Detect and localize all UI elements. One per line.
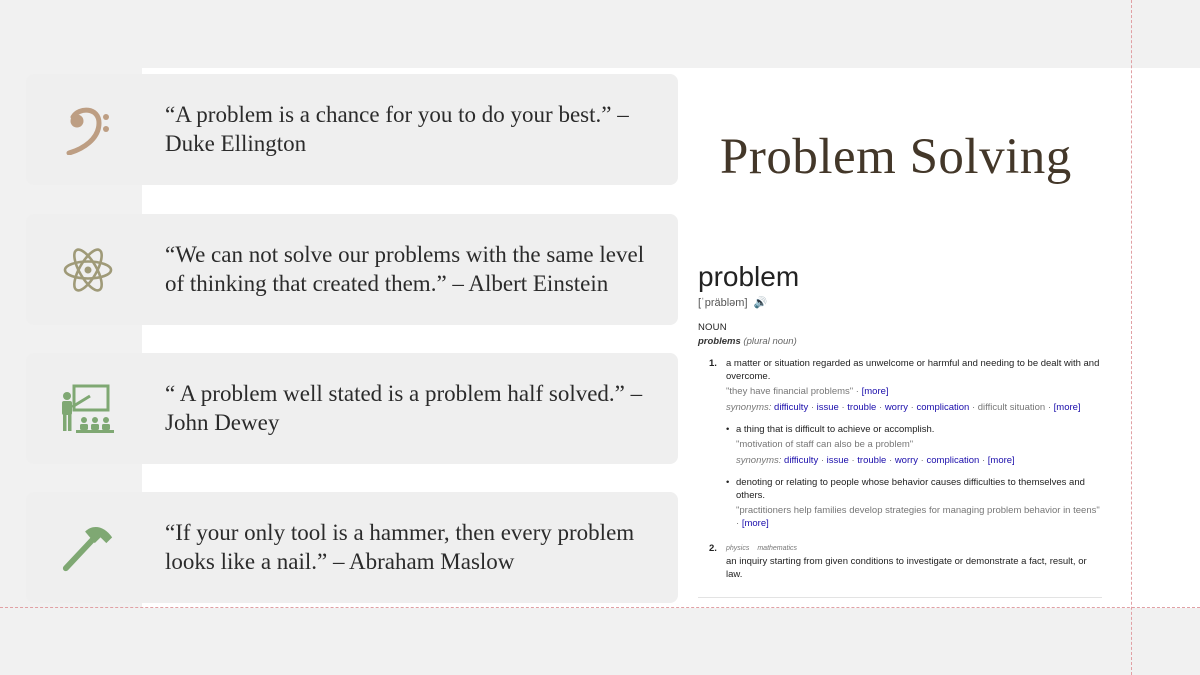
quote-card[interactable] — [26, 353, 678, 464]
synonym-link[interactable]: issue — [816, 402, 839, 413]
synonym-link[interactable]: difficulty — [784, 455, 819, 466]
pronunciation-row — [698, 296, 1102, 309]
synonym-link[interactable]: complication — [916, 402, 970, 413]
quote-text: “ A problem well stated is a problem half solved.” – John Dewey — [165, 381, 643, 435]
sense-domains — [726, 542, 1102, 555]
synonym-link[interactable]: issue — [826, 455, 849, 466]
quote-card[interactable] — [26, 492, 678, 603]
sense-number: 1. — [709, 358, 717, 369]
subsense-definition: a thing that is difficult to achieve or accomplish. — [736, 424, 935, 435]
more-link[interactable]: [more] — [741, 518, 769, 529]
part-of-speech: NOUN — [698, 322, 727, 333]
slide-title: Problem Solving — [720, 129, 1072, 185]
subsense-example: "practitioners help families develop strategies for managing problem behavior in teens" · [more] — [736, 505, 1100, 529]
vertical-guide-line — [1131, 0, 1132, 675]
bullet: • — [726, 424, 730, 435]
divider — [698, 597, 1102, 598]
pronunciation-text: [ˈpräbləm] — [698, 296, 748, 309]
dictionary-word: problem — [698, 261, 800, 292]
synonym-link[interactable]: complication — [926, 455, 980, 466]
synonyms-label: synonyms: — [726, 402, 772, 413]
quote-card[interactable] — [26, 214, 678, 325]
synonym-link[interactable]: difficulty — [774, 402, 809, 413]
plural-word: problems — [698, 336, 741, 347]
subsense — [726, 476, 1102, 530]
sense-definition: an inquiry starting from given conditions to investigate or demonstrate a fact, result, or law. — [726, 556, 1087, 580]
domain-label: physics — [726, 545, 750, 552]
synonym-link[interactable]: trouble — [847, 402, 877, 413]
hammer-icon — [60, 520, 116, 576]
plural-label: (plural noun) — [743, 336, 797, 347]
subsense — [726, 423, 1102, 467]
subsense-example: "motivation of staff can also be a problem" — [736, 439, 914, 450]
synonym-link[interactable]: trouble — [857, 455, 887, 466]
definition-sense — [698, 357, 1102, 530]
speaker-icon[interactable]: 🔊 — [753, 297, 768, 309]
sense-definition: a matter or situation regarded as unwelcome or harmful and needing to be dealt with and overcome. — [726, 358, 1100, 382]
quote-card[interactable] — [26, 74, 678, 185]
synonyms-row: synonyms: difficulty · issue · trouble · worry · complication · difficult situation · [more] — [726, 402, 1081, 413]
bass-clef-icon — [60, 102, 116, 158]
more-link[interactable]: [more] — [861, 386, 889, 397]
more-link[interactable]: [more] — [987, 455, 1015, 466]
definition-sense — [698, 542, 1102, 581]
quote-text: “If your only tool is a hammer, then every problem looks like a nail.” – Abraham Maslow — [165, 520, 635, 574]
subsense-definition: denoting or relating to people whose behavior causes difficulties to themselves and others. — [736, 477, 1085, 501]
plural-form — [698, 336, 1102, 347]
synonyms-row: synonyms: difficulty · issue · trouble · worry · complication · [more] — [736, 455, 1015, 466]
quote-text: “We can not solve our problems with the same level of thinking that created them.” – Albert Einstein — [165, 242, 645, 296]
domain-label: mathematics — [757, 545, 798, 552]
teacher-presentation-icon — [60, 381, 116, 437]
dictionary-definition-image — [698, 262, 1102, 598]
bullet: • — [726, 477, 730, 488]
example-text: "they have financial problems" — [726, 386, 854, 397]
more-link[interactable]: [more] — [1053, 402, 1081, 413]
quote-text: “A problem is a chance for you to do your best.” – Duke Ellington — [165, 102, 629, 156]
example-text: "practitioners help families develop strategies for managing problem behavior in teens" — [736, 505, 1100, 516]
sense-number: 2. — [709, 543, 717, 554]
horizontal-guide-line — [0, 607, 1200, 608]
sense-example: "they have financial problems" · [more] — [726, 386, 889, 397]
synonyms-label: synonyms: — [736, 455, 782, 466]
synonym-link[interactable]: worry — [894, 455, 919, 466]
atom-icon — [60, 242, 116, 298]
synonym-link[interactable]: worry — [884, 402, 909, 413]
synonym-plain: difficult situation — [977, 402, 1046, 413]
